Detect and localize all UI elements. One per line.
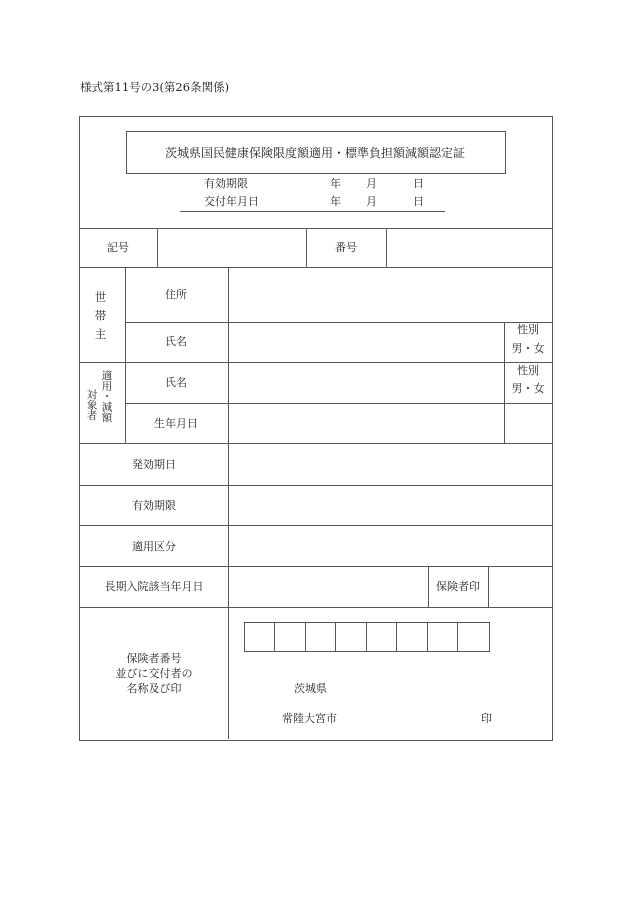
household-sex-options: 男・女	[511, 342, 545, 355]
col-divider	[488, 566, 489, 607]
certificate-title: 茨城県国民健康保険限度額適用・標準負担額減額認定証	[164, 146, 466, 160]
applicant-label-col1: 適用・減額	[100, 370, 113, 423]
row-divider	[79, 267, 552, 268]
seal-mark: 印	[481, 712, 492, 725]
digit-divider	[427, 622, 428, 651]
digit-divider	[305, 622, 306, 651]
col-divider	[428, 566, 429, 607]
form-number: 様式第11号の3(第26条関係)	[80, 80, 230, 94]
symbol-label: 記号	[107, 241, 129, 254]
applicant-sex-label: 性別	[517, 364, 539, 377]
effective-date-label: 発効期日	[132, 458, 176, 471]
insurer-number-boxes[interactable]	[244, 622, 490, 652]
col-divider	[228, 607, 229, 739]
digit-divider	[335, 622, 336, 651]
number-label: 番号	[335, 241, 357, 254]
household-sex-label: 性別	[517, 323, 539, 336]
applicant-label-col2: 対象者	[85, 389, 98, 421]
insurer-label-line3: 名称及び印	[126, 682, 182, 695]
issue-month: 月	[366, 195, 377, 208]
row-divider	[79, 228, 552, 229]
validity-label: 有効期限	[132, 499, 176, 512]
row-divider	[79, 607, 552, 608]
issue-day: 日	[413, 195, 424, 208]
validity-year: 年	[330, 177, 341, 190]
insurer-seal-label: 保険者印	[436, 580, 480, 593]
col-divider	[504, 322, 505, 443]
validity-period-label: 有効期限	[204, 177, 248, 190]
issue-year: 年	[330, 195, 341, 208]
validity-day: 日	[413, 177, 424, 190]
digit-divider	[396, 622, 397, 651]
insurer-label-line2: 並びに交付者の	[115, 667, 193, 680]
issue-date-label: 交付年月日	[204, 195, 259, 208]
col-divider	[157, 228, 158, 267]
birth-date-label: 生年月日	[154, 417, 198, 430]
long-term-label: 長期入院該当年月日	[104, 580, 204, 593]
applicant-name-label: 氏名	[165, 376, 187, 389]
applicant-sex-options: 男・女	[511, 382, 545, 395]
category-label: 適用区分	[132, 540, 176, 553]
digit-divider	[457, 622, 458, 651]
row-divider	[79, 525, 552, 526]
col-divider	[125, 267, 126, 443]
row-divider	[125, 403, 552, 404]
issue-underline	[180, 211, 445, 212]
col-divider	[386, 228, 387, 267]
address-label: 住所	[165, 288, 187, 301]
digit-divider	[366, 622, 367, 651]
prefecture-name: 茨城県	[294, 682, 327, 695]
row-divider	[79, 362, 552, 363]
validity-month: 月	[366, 177, 377, 190]
row-divider	[125, 322, 552, 323]
digit-divider	[274, 622, 275, 651]
row-divider	[79, 485, 552, 486]
insurer-label-line1: 保険者番号	[126, 652, 182, 665]
row-divider	[79, 443, 552, 444]
household-head-label: 世帯主	[93, 291, 108, 347]
household-name-label: 氏名	[165, 335, 187, 348]
city-name: 常陸大宮市	[282, 712, 337, 725]
row-divider	[79, 566, 552, 567]
col-divider	[306, 228, 307, 267]
col-divider	[228, 267, 229, 607]
